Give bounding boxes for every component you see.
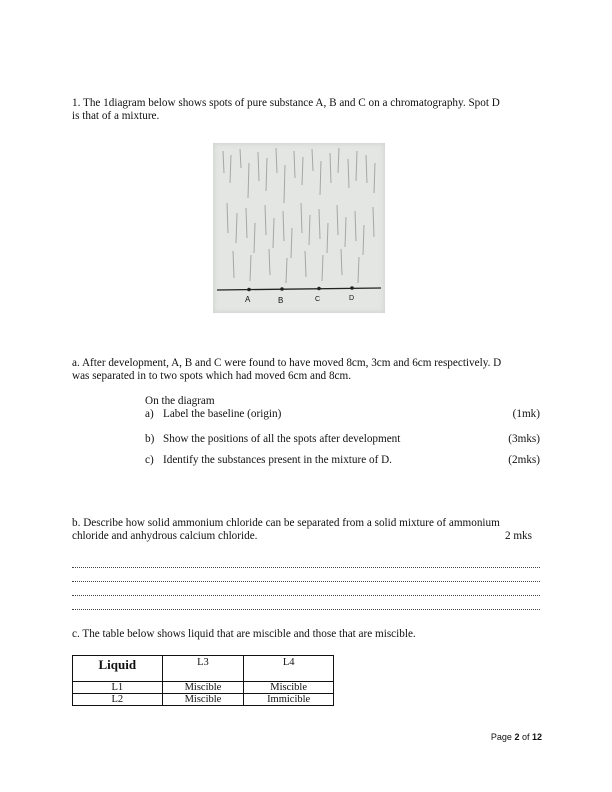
subquestion-marks: (2mks) bbox=[508, 454, 540, 466]
subquestion-text: Label the baseline (origin) bbox=[163, 408, 282, 420]
table-cell: L2 bbox=[73, 694, 163, 706]
subquestion-text: Show the positions of all the spots after development bbox=[163, 433, 401, 445]
table-header-liquid: Liquid bbox=[73, 656, 163, 682]
answer-line-3[interactable] bbox=[72, 595, 540, 596]
part-a-heading: On the diagram bbox=[145, 395, 215, 407]
subquestion-c bbox=[145, 454, 540, 467]
answer-line-1[interactable] bbox=[72, 567, 540, 568]
part-b-question bbox=[72, 517, 532, 543]
chromatography-diagram bbox=[213, 143, 385, 313]
question-1-intro-line2: is that of a mixture. bbox=[72, 110, 160, 122]
part-a-line1: a. After development, A, B and C were found to have moved 8cm, 3cm and 6cm respectively. D bbox=[72, 357, 502, 369]
part-b-line2: chloride and anhydrous calcium chloride. bbox=[72, 530, 258, 542]
page-footer bbox=[491, 731, 542, 744]
footer-prefix: Page bbox=[490, 732, 515, 742]
table-row bbox=[73, 682, 334, 694]
part-b-line1: b. Describe how solid ammonium chloride can be separated from a solid mixture of ammonium bbox=[72, 517, 500, 529]
miscibility-table bbox=[72, 655, 334, 706]
table-row bbox=[73, 694, 334, 706]
subquestion-marks: (3mks) bbox=[508, 433, 540, 445]
table-cell: Immicible bbox=[244, 694, 334, 706]
subquestion-marks: (1mk) bbox=[512, 408, 540, 420]
part-b-marks: 2 mks bbox=[504, 530, 532, 542]
footer-total-pages: 12 bbox=[531, 732, 542, 742]
table-header-row bbox=[73, 656, 334, 682]
table-header-l3: L3 bbox=[162, 656, 244, 682]
table-header-l4: L4 bbox=[244, 656, 334, 682]
subquestion-label: b) bbox=[145, 433, 155, 445]
table-cell: Miscible bbox=[162, 682, 244, 694]
spot-label-b: B bbox=[278, 296, 284, 305]
footer-page-number: 2 bbox=[514, 732, 520, 742]
subquestion-label: c) bbox=[145, 454, 154, 466]
spot-label-a: A bbox=[245, 295, 251, 304]
part-a-intro bbox=[72, 357, 542, 383]
spot-label-d: D bbox=[349, 295, 355, 302]
chromatography-paper-image bbox=[213, 143, 385, 313]
answer-line-2[interactable] bbox=[72, 581, 540, 582]
table-cell: L1 bbox=[73, 682, 163, 694]
subquestion-text: Identify the substances present in the mixture of D. bbox=[163, 454, 392, 466]
question-1-intro-line1: 1. The 1diagram below shows spots of pure substance A, B and C on a chromatography. Spot D bbox=[72, 97, 500, 109]
part-c-intro: c. The table below shows liquid that are miscible and those that are miscible. bbox=[72, 628, 416, 640]
baseline bbox=[217, 288, 381, 290]
subquestion-a bbox=[145, 408, 540, 421]
spot-label-c: C bbox=[315, 296, 321, 303]
footer-middle: of bbox=[519, 732, 532, 742]
table-cell: Miscible bbox=[162, 694, 244, 706]
subquestion-label: a) bbox=[145, 408, 154, 420]
question-1-intro bbox=[72, 97, 542, 123]
part-a-line2: was separated in to two spots which had moved 6cm and 8cm. bbox=[72, 370, 352, 382]
subquestion-b bbox=[145, 433, 540, 446]
part-a-subquestions bbox=[145, 395, 540, 467]
answer-line-4[interactable] bbox=[72, 609, 540, 610]
table-cell: Miscible bbox=[244, 682, 334, 694]
part-b-line2-row bbox=[72, 530, 532, 543]
